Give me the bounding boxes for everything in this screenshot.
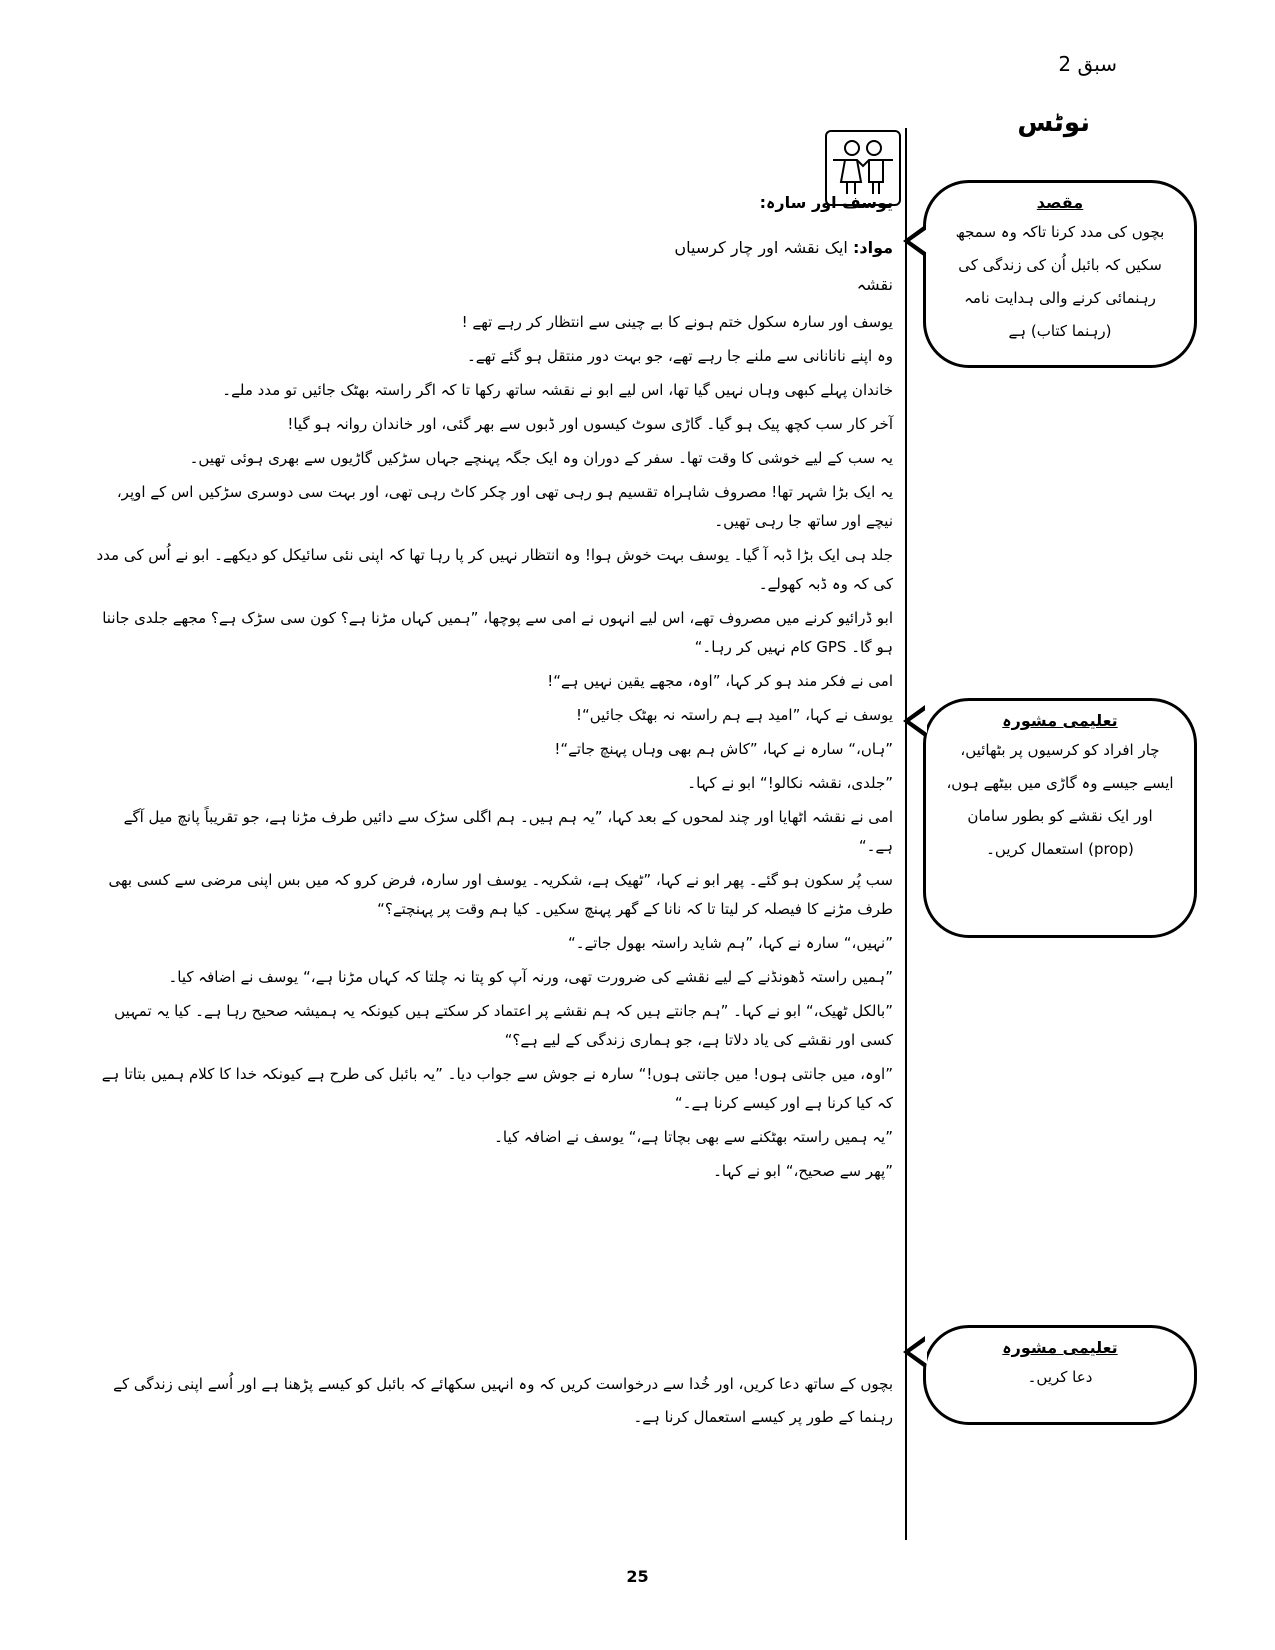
story-paragraph: آخر کار سب کچھ پیک ہو گیا۔ گاڑی سوٹ کیسوں اور ڈبوں سے بھر گئی، اور خاندان روانہ ہو گیا! [287,415,893,433]
teaching-tip-title: تعلیمی مشورہ [1002,711,1118,730]
story-paragraph: ”بالکل ٹھیک،“ ابو نے کہا۔ ”ہم جانتے ہیں کہ ہم نقشے پر اعتماد کر سکتے ہیں کیونکہ یہ ہمیشہ صحیح رہا ہے۔ کیا یہ تمہیں کسی اور نقشے کی یاد دلاتا ہے، جو ہماری زندگی کے لیے ہے؟“ [114,1002,893,1049]
story-paragraph: خاندان پہلے کبھی وہاں نہیں گیا تھا، اس لیے ابو نے نقشہ ساتھ رکھا تا کہ اگر راستہ بھٹک جائیں تو مدد ملے۔ [222,381,893,399]
story-body [90,308,893,1191]
story-paragraph: وہ اپنے نانانانی سے ملنے جا رہے تھے، جو بہت دور منتقل ہو گئے تھے۔ [467,347,893,365]
story-paragraph: سب پُر سکون ہو گئے۔ پھر ابو نے کہا، ”ٹھیک ہے، شکریہ۔ یوسف اور سارہ، فرض کرو کہ میں بس اپنی مرضی سے کسی بھی طرف مڑنے کا فیصلہ کر لیتا تا کہ نانا کے گھر پہنچ سکیں۔ کیا ہم وقت پر پہنچتے؟“ [108,871,893,918]
story-paragraph: ابو ڈرائیو کرنے میں مصروف تھے، اس لیے انہوں نے امی سے پوچھا، ”ہمیں کہاں مڑنا ہے؟ کون سی سڑک ہے؟ مجھے جلدی جاننا ہو گا۔ GPS کام نہیں کر رہا۔“ [102,609,893,656]
bubble-tail-fill [910,229,927,253]
notes-title: نوٹس [1017,108,1090,138]
teaching-tip-text: چار افراد کو کرسیوں پر بٹھائیں، ایسے جیسے وہ گاڑی میں بیٹھے ہوں، اور ایک نقشے کو بطور سامان (prop) استعمال کریں۔ [946,741,1174,858]
story-paragraph: یوسف اور سارہ سکول ختم ہونے کا بے چینی سے انتظار کر رہے تھے ! [461,313,893,331]
story-paragraph: ”اوہ، میں جانتی ہوں! میں جانتی ہوں!“ سارہ نے جوش سے جواب دیا۔ ”یہ بائبل کی طرح ہے کیونکہ خدا کا کلام ہمیں بتاتا ہے کہ کیا کرنا ہے اور کیسے کرنا ہے۔“ [101,1065,893,1112]
objective-title: مقصد [1036,193,1084,212]
story-paragraph: امی نے فکر مند ہو کر کہا، ”اوہ، مجھے یقین نہیں ہے“! [547,672,893,690]
materials-label: مواد: [852,238,893,257]
story-paragraph: ”نہیں،“ سارہ نے کہا، ”ہم شاید راستہ بھول جاتے۔“ [567,934,893,952]
objective-text: بچوں کی مدد کرنا تاکہ وہ سمجھ سکیں کہ بائبل اُن کی زندگی کی رہنمائی کرنے والی ہدایت نامہ (رہنما کتاب) ہے [955,223,1165,340]
materials-line [674,238,893,257]
story-paragraph: امی نے نقشہ اٹھایا اور چند لمحوں کے بعد کہا، ”یہ ہم ہیں۔ ہم اگلی سڑک سے دائیں طرف مڑنا ہے، جو تقریباً پانچ میل آگے ہے۔“ [123,808,893,855]
column-divider [905,128,907,1540]
materials-text: ایک نقشہ اور چار کرسیاں [674,238,848,257]
story-paragraph: ”ہمیں راستہ ڈھونڈنے کے لیے نقشے کی ضرورت تھی، ورنہ آپ کو پتا نہ چلتا کہ کہاں مڑنا ہے،“ یوسف نے اضافہ کیا۔ [168,968,893,986]
page-number: 25 [626,1567,649,1586]
story-paragraph: یہ سب کے لیے خوشی کا وقت تھا۔ سفر کے دوران وہ ایک جگہ پہنچے جہاں سڑکیں گاڑیوں سے بھری ہوئی تھیں۔ [189,449,893,467]
story-paragraph: یہ ایک بڑا شہر تھا! مصروف شاہراہ تقسیم ہو رہی تھی اور چکر کاٹ رہی تھی، اور بہت سی دوسری سڑکیں اس کے اوپر، نیچے اور ساتھ جا رہی تھیں۔ [116,483,893,530]
prayer-tip-text: دعا کریں۔ [1027,1368,1093,1386]
bubble-tail-fill [910,709,927,733]
story-title: یوسف اور سارہ: [759,193,893,212]
story-paragraph: جلد ہی ایک بڑا ڈبہ آ گیا۔ یوسف بہت خوش ہوا! وہ انتظار نہیں کر پا رہا تھا کہ اپنی نئی سائیکل کو دیکھے۔ ابو نے اُس کی مدد کی کہ وہ ڈبہ کھولے۔ [96,546,893,593]
map-label: نقشہ [856,275,893,294]
story-paragraph: یوسف نے کہا، ”امید ہے ہم راستہ نہ بھٹک جائیں“! [575,706,893,724]
prayer-instruction: بچوں کے ساتھ دعا کریں، اور خُدا سے درخواست کریں کہ وہ انہیں سکھائے کہ بائبل کو کیسے پڑھنا ہے اور اُسے اپنی زندگی کے رہنما کے طور پر کیسے استعمال کرنا ہے۔ [113,1375,893,1426]
bubble-tail-fill [910,1340,927,1364]
story-paragraph: ”ہاں،“ سارہ نے کہا، ”کاش ہم بھی وہاں پہنچ جاتے“! [554,740,893,758]
story-paragraph: ”یہ ہمیں راستہ بھٹکنے سے بھی بچاتا ہے،“ یوسف نے اضافہ کیا۔ [494,1128,893,1146]
story-paragraph: ”پھر سے صحیح،“ ابو نے کہا۔ [713,1162,893,1180]
teaching-tip-bubble [923,698,1197,938]
objective-bubble [923,180,1197,368]
story-paragraph: ”جلدی، نقشہ نکالو!“ ابو نے کہا۔ [687,774,893,792]
prayer-tip-title: تعلیمی مشورہ [1002,1338,1118,1357]
lesson-label: سبق 2 [1058,52,1117,76]
prayer-tip-bubble [923,1325,1197,1425]
